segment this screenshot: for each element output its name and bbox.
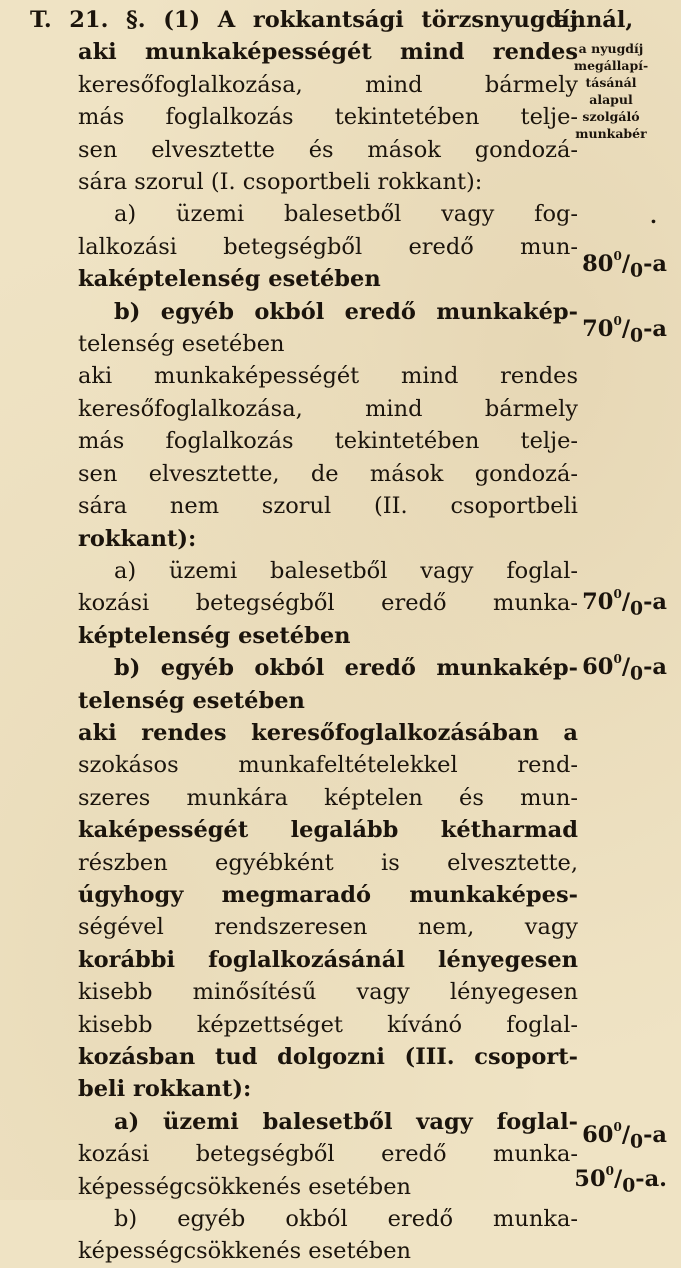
text-line: képességcsökkenés esetében	[78, 1238, 412, 1265]
text-line: b) egyéb okból eredő munkakép-	[114, 298, 578, 325]
text-line: sára szorul (I. csoportbeli rokkant):	[78, 169, 483, 196]
rate-i-b: $70^0/_0-a$	[582, 314, 667, 347]
annal-word: annál,	[555, 7, 634, 33]
text-line: részben egyébként is elvesztette,	[78, 849, 578, 876]
text-line: kisebb képzettséget kívánó foglal-	[78, 1011, 578, 1038]
text-line: ségével rendszeresen nem, vagy	[78, 914, 578, 941]
paragraph-t21	[30, 4, 578, 1268]
rate-i-a: $80^0/_0-a$	[582, 249, 667, 282]
text-line: úgyhogy megmaradó munkaképes-	[78, 881, 578, 908]
text-line: sen elvesztette és mások gondozá-	[78, 136, 578, 163]
text-line: aki munkaképességét mind rendes	[78, 39, 578, 66]
text-line: sen elvesztette, de mások gondozá-	[78, 460, 578, 487]
text-line: képességcsökkenés esetében	[78, 1173, 412, 1200]
text-line: telenség esetében	[78, 687, 305, 714]
text-line: kaképtelenség esetében	[78, 266, 381, 293]
text-line: T. 21. §. (1) A rokkantsági törzsnyugdíj	[30, 7, 578, 33]
rate-ii-a: $70^0/_0-a$	[582, 587, 667, 620]
rate-ii-b: $60^0/_0-a$	[582, 652, 667, 685]
side-note-line: tásánál	[585, 75, 637, 90]
text-line: lalkozási betegségből eredő mun-	[78, 233, 578, 260]
text-line: b) egyéb okból eredő munka-	[114, 1206, 578, 1233]
text-line: sára nem szorul (II. csoportbeli	[78, 493, 578, 520]
text-line: szokásos munkafeltételekkel rend-	[78, 752, 578, 779]
text-line: beli rokkant):	[78, 1076, 252, 1103]
text-line: aki rendes keresőfoglalkozásában a	[78, 719, 578, 746]
text-line: korábbi foglalkozásánál lényegesen	[78, 946, 578, 973]
side-note-line: szolgáló	[582, 109, 640, 124]
text-line: más foglalkozás tekintetében telje-	[78, 428, 578, 455]
text-line: a) üzemi balesetből vagy fog-	[114, 201, 578, 228]
text-line: b) egyéb okból eredő munkakép-	[114, 655, 578, 682]
text-line: szeres munkára képtelen és mun-	[78, 784, 578, 811]
text-line: más foglalkozás tekintetében telje-	[78, 104, 578, 131]
text-line: telenség esetében	[78, 331, 285, 358]
text-line: kisebb minősítésű vagy lényegesen	[78, 979, 578, 1006]
text-line: kozási betegségből eredő munka-	[78, 590, 578, 617]
text-line: a) üzemi balesetből vagy foglal-	[114, 557, 578, 584]
rate-iii-b: $50^0/_0-a$.	[574, 1164, 667, 1197]
side-note	[545, 40, 677, 142]
side-note-line: megállapí-	[573, 58, 649, 73]
rate-iii-a: $60^0/_0-a$	[582, 1120, 667, 1153]
text-line: keresőfoglalkozása, mind bármely	[78, 71, 578, 98]
text-line: kaképességét legalább kétharmad	[78, 817, 578, 844]
text-line: rokkant):	[78, 525, 197, 552]
side-note-line: a nyugdíj	[578, 41, 644, 56]
text-line: aki munkaképességét mind rendes	[78, 363, 578, 390]
side-note-line: alapul	[589, 92, 633, 107]
text-line: a) üzemi balesetből vagy foglal-	[114, 1108, 578, 1135]
margin-column	[545, 4, 681, 1204]
text-line: képtelenség esetében	[78, 622, 351, 649]
text-line: kozási betegségből eredő munka-	[78, 1141, 578, 1168]
side-note-line: munkabér	[575, 126, 647, 141]
margin-dot: .	[650, 204, 657, 228]
text-line: keresőfoglalkozása, mind bármely	[78, 395, 578, 422]
text-line: kozásban tud dolgozni (III. csoport-	[78, 1044, 578, 1070]
